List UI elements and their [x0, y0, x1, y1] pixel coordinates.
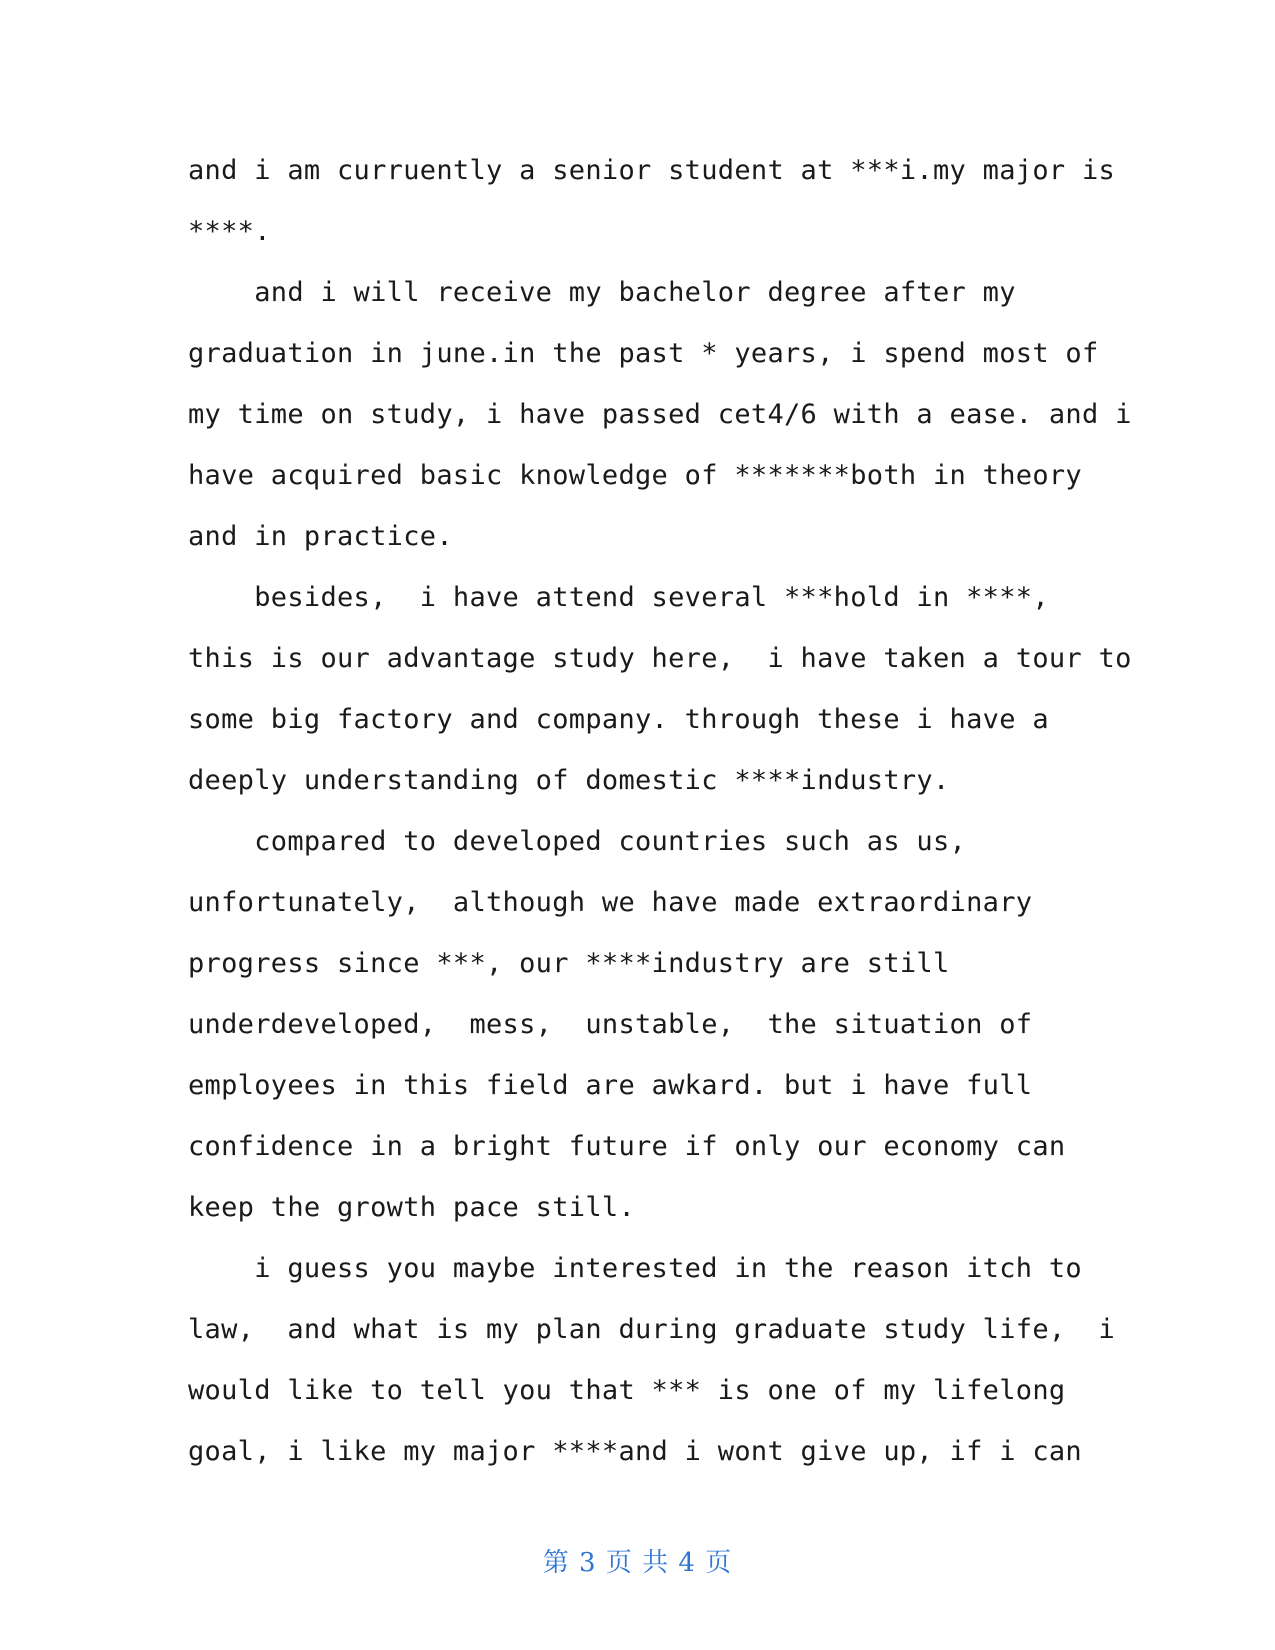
text-line: law, and what is my plan during graduate study life, i: [188, 1314, 1116, 1345]
text-line: besides, i have attend several ***hold in ****,: [188, 582, 1049, 613]
text-line: would like to tell you that *** is one of my lifelong: [188, 1375, 1066, 1406]
text-line: this is our advantage study here, i have taken a tour to: [188, 643, 1132, 674]
text-line: i guess you maybe interested in the reason itch to: [188, 1253, 1082, 1284]
text-line: compared to developed countries such as us,: [188, 826, 967, 857]
text-line: keep the growth pace still.: [188, 1192, 635, 1223]
text-line: have acquired basic knowledge of *******both in theory: [188, 460, 1082, 491]
text-line: goal, i like my major ****and i wont give up, if i can: [188, 1436, 1082, 1467]
text-line: confidence in a bright future if only our economy can: [188, 1131, 1066, 1162]
text-line: and i am curruently a senior student at ***i.my major is: [188, 155, 1116, 186]
text-line: my time on study, i have passed cet4/6 with a ease. and i: [188, 399, 1132, 430]
text-line: unfortunately, although we have made extraordinary: [188, 887, 1033, 918]
text-line: and in practice.: [188, 521, 453, 552]
text-line: ****.: [188, 216, 271, 247]
text-line: some big factory and company. through these i have a: [188, 704, 1049, 735]
text-line: progress since ***, our ****industry are still: [188, 948, 950, 979]
text-line: graduation in june.in the past * years, i spend most of: [188, 338, 1099, 369]
text-line: and i will receive my bachelor degree after my: [188, 277, 1016, 308]
text-line: underdeveloped, mess, unstable, the situation of: [188, 1009, 1033, 1040]
page-number-footer: 第 3 页 共 4 页: [542, 1548, 733, 1578]
text-line: employees in this field are awkard. but i have full: [188, 1070, 1033, 1101]
text-line: deeply understanding of domestic ****industry.: [188, 765, 950, 796]
document-body: [188, 140, 1132, 1482]
